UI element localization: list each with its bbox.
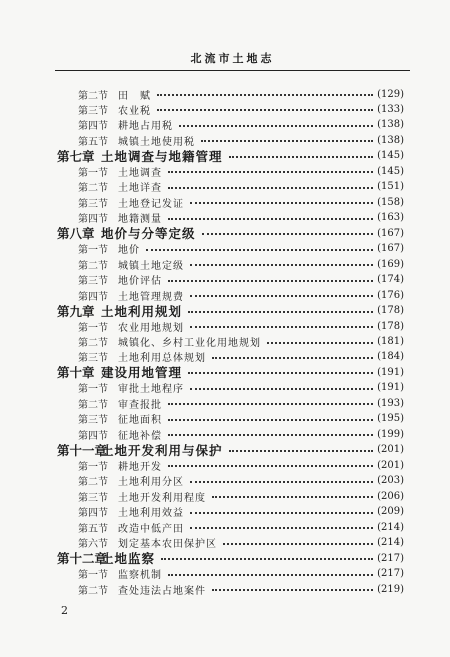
dot-leader xyxy=(223,543,373,545)
entry-number: 第二节 xyxy=(78,90,108,102)
entry-title: 土地利用规划 xyxy=(101,303,183,319)
entry-number: 第九章 xyxy=(57,303,95,319)
entry-number: 第一节 xyxy=(78,322,108,334)
dot-leader xyxy=(168,574,373,576)
entry-title: 审查报批 xyxy=(118,399,162,411)
entry-page: (191) xyxy=(377,382,404,394)
dot-leader xyxy=(190,481,373,483)
entry-title: 征地补偿 xyxy=(118,430,162,442)
entry-number: 第十二章 xyxy=(57,551,108,567)
dot-leader xyxy=(190,326,373,328)
entry-page: (181) xyxy=(377,336,404,347)
entry-page: (158) xyxy=(377,196,404,208)
entry-title: 土地登记发证 xyxy=(118,198,184,210)
dot-leader xyxy=(188,372,373,374)
entry-title: 土地利用效益 xyxy=(118,508,184,520)
entry-number: 第四节 xyxy=(78,291,108,303)
entry-title: 土地调查 xyxy=(118,167,162,179)
entry-number: 第三节 xyxy=(78,105,108,117)
entry-page: (199) xyxy=(377,428,404,440)
entry-title: 耕地开发 xyxy=(118,461,162,473)
dot-leader xyxy=(168,403,373,405)
entry-title: 土地调查与地籍管理 xyxy=(101,148,223,164)
entry-number: 第二节 xyxy=(78,477,108,489)
entry-page: (129) xyxy=(377,88,404,100)
dot-leader xyxy=(168,419,373,421)
entry-page: (193) xyxy=(377,397,404,409)
dot-leader xyxy=(168,218,373,220)
entry-title: 城镇化、乡村工业化用地规划 xyxy=(118,338,261,349)
entry-page: (217) xyxy=(377,568,404,580)
entry-page: (151) xyxy=(377,181,404,193)
entry-page: (138) xyxy=(377,134,404,146)
dot-leader xyxy=(157,109,373,111)
entry-title: 土地利用分区 xyxy=(118,477,184,489)
dot-leader xyxy=(190,512,373,514)
dot-leader xyxy=(168,280,373,282)
dot-leader xyxy=(190,527,373,529)
entry-page: (201) xyxy=(377,444,404,456)
entry-number: 第二节 xyxy=(78,183,108,195)
dot-leader xyxy=(168,465,373,467)
entry-title: 监察机制 xyxy=(118,570,162,582)
entry-page: (219) xyxy=(377,583,404,595)
dot-leader xyxy=(146,249,373,251)
entry-number: 第十章 xyxy=(57,365,95,381)
entry-number: 第一节 xyxy=(78,384,108,396)
dot-leader xyxy=(190,264,373,266)
dot-leader xyxy=(229,156,373,158)
entry-page: (217) xyxy=(377,552,404,564)
entry-page: (163) xyxy=(377,212,404,224)
entry-title: 土地管理规费 xyxy=(118,291,184,303)
entry-page: (206) xyxy=(377,490,404,502)
entry-number: 第三节 xyxy=(78,276,108,288)
entry-number: 第三节 xyxy=(78,415,108,427)
entry-title: 地价与分等定级 xyxy=(101,226,196,242)
entry-number: 第一节 xyxy=(78,167,108,179)
entry-number: 第五节 xyxy=(78,523,108,535)
page-number: 2 xyxy=(61,604,68,617)
dot-leader xyxy=(212,496,373,498)
entry-number: 第一节 xyxy=(78,570,108,582)
entry-page: (174) xyxy=(377,274,404,286)
entry-number: 第六节 xyxy=(78,539,108,551)
entry-title: 土地开发利用程度 xyxy=(118,492,206,504)
dot-leader xyxy=(179,125,373,127)
entry-page: (176) xyxy=(377,289,404,301)
entry-number: 第四节 xyxy=(78,508,108,520)
dot-leader xyxy=(201,140,373,142)
entry-page: (178) xyxy=(377,320,404,332)
dot-leader xyxy=(190,388,373,390)
entry-title: 地价评估 xyxy=(118,276,162,288)
entry-number: 第三节 xyxy=(78,353,108,365)
dot-leader xyxy=(267,342,373,344)
dot-leader xyxy=(212,357,373,359)
entry-title: 田 赋 xyxy=(118,90,151,102)
dot-leader xyxy=(157,94,373,96)
entry-page: (138) xyxy=(377,119,404,131)
entry-title: 划定基本农田保护区 xyxy=(118,539,217,551)
entry-number: 第四节 xyxy=(78,121,108,133)
entry-number: 第一节 xyxy=(78,245,108,257)
entry-title: 土地利用总体规划 xyxy=(118,353,206,365)
dot-leader xyxy=(202,233,373,235)
entry-title: 审批土地程序 xyxy=(118,384,184,396)
dot-leader xyxy=(168,434,373,436)
entry-title: 城镇土地定级 xyxy=(118,260,184,272)
entry-number: 第五节 xyxy=(78,136,108,148)
dot-leader xyxy=(168,187,373,189)
dot-leader xyxy=(229,450,373,452)
entry-number: 第二节 xyxy=(78,399,108,411)
entry-page: (191) xyxy=(377,366,404,378)
entry-number: 第三节 xyxy=(78,492,108,504)
entry-number: 第七章 xyxy=(57,148,95,164)
entry-page: (184) xyxy=(377,351,404,363)
entry-title: 地价 xyxy=(118,245,140,257)
entry-title: 农业税 xyxy=(118,105,151,117)
entry-page: (178) xyxy=(377,305,404,317)
entry-page: (167) xyxy=(377,227,404,239)
entry-number: 第八章 xyxy=(57,226,95,242)
entry-title: 查处违法占地案件 xyxy=(118,585,206,597)
entry-page: (167) xyxy=(377,243,404,255)
entry-page: (214) xyxy=(377,521,404,533)
entry-page: (133) xyxy=(377,103,404,115)
entry-page: (145) xyxy=(377,150,404,162)
dot-leader xyxy=(190,295,373,297)
entry-title: 征地面积 xyxy=(118,415,162,427)
entry-number: 第四节 xyxy=(78,430,108,442)
entry-number: 第二节 xyxy=(78,260,108,272)
entry-title: 土地开发利用与保护 xyxy=(101,442,223,458)
dot-leader xyxy=(188,311,373,313)
entry-number: 第一节 xyxy=(78,461,108,473)
entry-number: 第二节 xyxy=(78,585,108,597)
toc-section-row[interactable] xyxy=(0,580,450,598)
entry-number: 第三节 xyxy=(78,198,108,210)
entry-number: 第十一章 xyxy=(57,442,108,458)
entry-title: 地籍测量 xyxy=(118,214,162,226)
dot-leader xyxy=(190,202,373,204)
entry-page: (201) xyxy=(377,459,404,471)
entry-title: 农业用地规划 xyxy=(118,322,184,334)
entry-title: 耕地占用税 xyxy=(118,121,173,133)
entry-title: 土地监察 xyxy=(101,551,156,567)
entry-title: 建设用地管理 xyxy=(101,365,183,381)
header-title: 北流市土地志 xyxy=(190,52,275,65)
entry-title: 城镇土地使用税 xyxy=(118,136,195,148)
entry-page: (214) xyxy=(377,537,404,549)
entry-title: 土地详查 xyxy=(118,183,162,195)
dot-leader xyxy=(212,589,373,591)
entry-page: (195) xyxy=(377,413,404,425)
entry-page: (203) xyxy=(377,475,404,487)
entry-page: (169) xyxy=(377,258,404,270)
entry-number: 第二节 xyxy=(78,338,108,349)
entry-title: 改造中低产田 xyxy=(118,523,184,535)
entry-page: (145) xyxy=(377,165,404,177)
dot-leader xyxy=(168,171,373,173)
dot-leader xyxy=(161,558,373,560)
entry-number: 第四节 xyxy=(78,214,108,226)
entry-page: (209) xyxy=(377,506,404,518)
